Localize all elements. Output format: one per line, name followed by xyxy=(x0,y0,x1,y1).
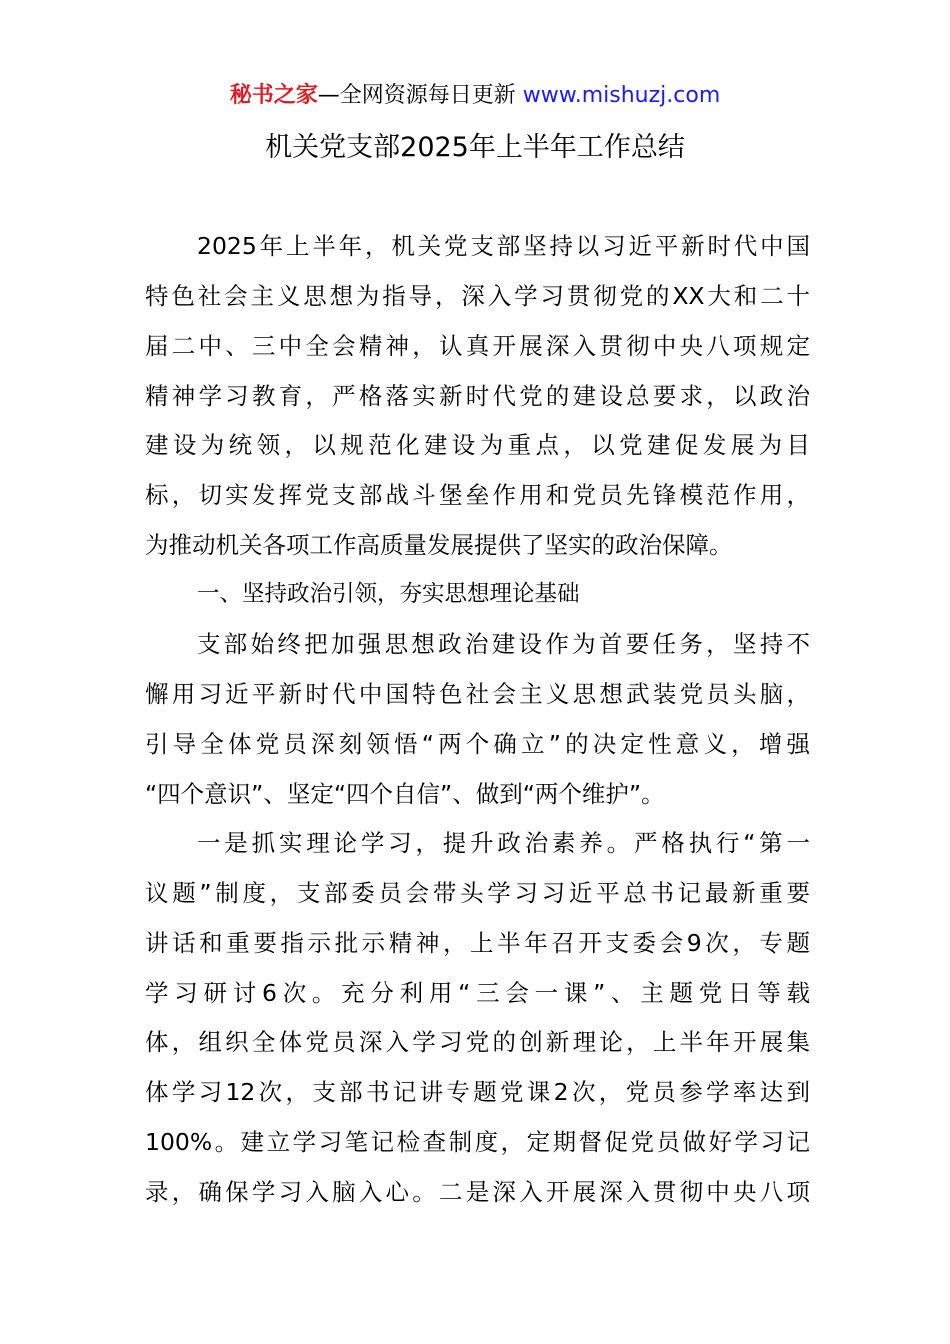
body-line: 讲话和重要指示批示精神，上半年召开支委会9次，专题 xyxy=(145,929,810,957)
body-line: “四个意识”、坚定“四个自信”、做到“两个维护”。 xyxy=(145,780,665,808)
banner-tagline: —全网资源每日更新 xyxy=(317,83,523,108)
section-heading: 一、坚持政治引领，夯实思想理论基础 xyxy=(197,581,580,607)
body-line: 精神学习教育，严格落实新时代党的建设总要求，以政治 xyxy=(145,382,810,410)
body-line: 体学习12次，支部书记讲专题党课2次，党员参学率达到 xyxy=(145,1078,810,1106)
site-banner xyxy=(0,80,950,112)
body-line: 届二中、三中全会精神，认真开展深入贯彻中央八项规定 xyxy=(145,332,810,360)
body-line: 一是抓实理论学习，提升政治素养。严格执行“第一 xyxy=(197,829,810,857)
document-title: 机关党支部2025年上半年工作总结 xyxy=(265,132,685,163)
body-line: 2025年上半年，机关党支部坚持以习近平新时代中国 xyxy=(197,232,810,260)
body-line: 特色社会主义思想为指导，深入学习贯彻党的XX大和二十 xyxy=(145,282,810,310)
body-line: 标，切实发挥党支部战斗堡垒作用和党员先锋模范作用， xyxy=(145,481,810,509)
body-line: 支部始终把加强思想政治建设作为首要任务，坚持不 xyxy=(197,630,810,658)
body-line: 100%。建立学习笔记检查制度，定期督促党员做好学习记 xyxy=(145,1128,810,1156)
body-line: 学习研讨6次。充分利用“三会一课”、主题党日等载 xyxy=(145,979,810,1007)
body-line: 录，确保学习入脑入心。二是深入开展深入贯彻中央八项 xyxy=(145,1178,810,1206)
body-line: 议题”制度，支部委员会带头学习习近平总书记最新重要 xyxy=(145,879,810,907)
body-line: 懈用习近平新时代中国特色社会主义思想武装党员头脑， xyxy=(145,680,810,708)
body-line: 为推动机关各项工作高质量发展提供了坚实的政治保障。 xyxy=(145,531,733,559)
body-line: 建设为统领，以规范化建设为重点，以党建促发展为目 xyxy=(145,431,810,459)
brand-name: 秘书之家 xyxy=(229,83,318,108)
site-url-link[interactable]: www.mishuzj.com xyxy=(522,83,721,108)
body-line: 引导全体党员深刻领悟“两个确立”的决定性意义，增强 xyxy=(145,730,810,758)
body-line: 体，组织全体党员深入学习党的创新理论，上半年开展集 xyxy=(145,1028,810,1056)
